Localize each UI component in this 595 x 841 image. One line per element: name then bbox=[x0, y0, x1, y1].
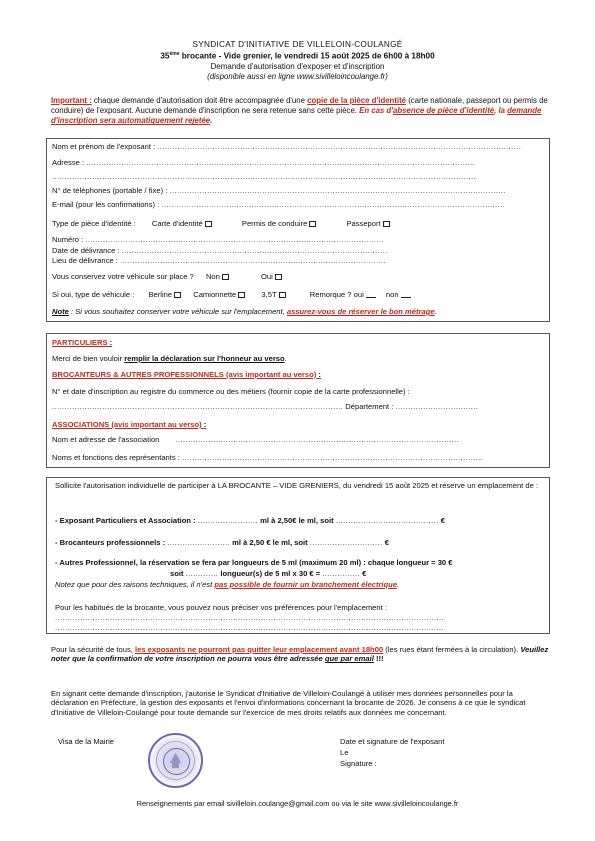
trailer-yes-label: Remorque ? oui bbox=[309, 290, 364, 299]
note-highlight: assurez-vous de réserver le bon métrage bbox=[286, 307, 435, 316]
t35-checkbox[interactable] bbox=[279, 292, 286, 298]
regulars-text: Pour les habitués de la brocante, vous pouvez nous préciser vos préférences pour l'emplacement : bbox=[55, 603, 387, 612]
security-please: Veuillez noter que la confirmation de votre inscription ne pourra vous être adressée bbox=[51, 645, 549, 664]
id-type-label: Type de pièce d'identité : bbox=[52, 219, 136, 228]
warn-prefix: En cas d' bbox=[359, 106, 394, 116]
brocanteurs-title: BROCANTEURS & AUTRES PROFESSIONNELS (avis important au verso) : bbox=[52, 370, 321, 379]
issue-place-label: Lieu de délivrance : bbox=[52, 256, 120, 265]
id-card-label: Carte d'identité bbox=[151, 219, 203, 228]
security-lead: Pour la sécurité de tous, bbox=[51, 645, 135, 654]
asso-name-label: Nom et adresse de l'association bbox=[52, 435, 160, 444]
trailer-no-label: non bbox=[385, 290, 399, 299]
regulars-line-2[interactable]: ........................................................................................................................................................... bbox=[55, 623, 445, 632]
security-email-only: que par email bbox=[324, 654, 374, 664]
issue-date-label: Date de délivrance : bbox=[52, 246, 122, 255]
tech-note-text: Notez que pour des raisons techniques, il n'est bbox=[55, 580, 215, 589]
event-title bbox=[0, 51, 595, 62]
keep-vehicle-yes-checkbox[interactable] bbox=[275, 274, 282, 280]
id-number-label: Numéro : bbox=[52, 235, 86, 244]
warn-mid: , la bbox=[494, 106, 508, 116]
signature-date-label[interactable]: Le bbox=[340, 748, 349, 757]
address-row-2[interactable]: ......................................................................................................................................................................... bbox=[52, 172, 477, 181]
licence-checkbox[interactable] bbox=[309, 221, 316, 227]
note-end: . bbox=[434, 307, 437, 316]
keep-vehicle-row bbox=[52, 272, 282, 282]
town-seal-stamp bbox=[148, 733, 203, 788]
id-card-checkbox[interactable] bbox=[205, 221, 212, 227]
mayor-visa-label: Visa de la Mairie bbox=[58, 737, 114, 746]
regulars-line-1[interactable]: ........................................................................................................................................................... bbox=[55, 613, 445, 622]
footer-contact: Renseignements par email sivilleloin.coulange@gmail.com ou via le site www.sivilleloincoulange.fr bbox=[136, 799, 459, 808]
particuliers-text bbox=[52, 354, 287, 364]
tech-note-end: . bbox=[397, 580, 400, 589]
vehicle-type-row bbox=[52, 290, 411, 300]
warn-end: . bbox=[210, 116, 213, 126]
passport-checkbox[interactable] bbox=[383, 221, 390, 227]
issue-place-row[interactable]: Lieu de délivrance : .......................................................................................................... bbox=[52, 256, 387, 265]
licence-label: Permis de conduire bbox=[241, 219, 308, 228]
phone-label: N° de téléphones (portable / fixe) : bbox=[52, 186, 170, 195]
pro-price-row bbox=[55, 558, 452, 568]
line1-unit: ml à 2,50€ le ml, soit bbox=[258, 516, 336, 525]
event-ordinal: ème bbox=[169, 51, 180, 57]
trailer-yes-checkbox[interactable] bbox=[366, 292, 376, 298]
asso-name-row[interactable]: Nom et adresse de l'association ................................................................................................................. bbox=[52, 435, 460, 444]
tech-note-highlight: pas possible de fournir un branchement électrique bbox=[214, 580, 398, 589]
important-label: Important : bbox=[51, 96, 92, 105]
exhibitor-signature-label: Date et signature de l'exposant bbox=[340, 737, 445, 746]
warn-rejected: demande d'inscription sera automatiquement rejetée bbox=[51, 106, 542, 126]
asso-reps-row[interactable]: Noms et fonctions des représentants : ........................................................................................................................ bbox=[52, 453, 484, 462]
security-paragraph bbox=[51, 645, 551, 664]
id-copy-highlight: copie de la pièce d'identité bbox=[307, 96, 407, 105]
trailer-no-checkbox[interactable] bbox=[401, 292, 411, 298]
important-paragraph bbox=[51, 96, 551, 126]
line2-end: € bbox=[382, 538, 389, 547]
seal-ring bbox=[148, 733, 203, 788]
particuliers-price-row[interactable]: - Exposant Particuliers et Association : ........................ ml à 2,50€ le ml, soit ......................................... € bbox=[55, 516, 445, 525]
particuliers-text-end: . bbox=[284, 354, 287, 363]
line1-end: € bbox=[438, 516, 445, 525]
important-text-2: (carte nationale, passeport ou permis de conduire) de l'exposant. Aucune demande d'inscription ne sera retenue sans cette pièce. bbox=[51, 96, 548, 116]
important-text: chaque demande d'autorisation doit être accompagnée d'une bbox=[91, 96, 308, 105]
sedan-checkbox[interactable] bbox=[174, 292, 181, 298]
brocanteurs-price-row[interactable]: - Brocanteurs professionnels : ......................... ml à 2,50 € le ml, soit ............................. € bbox=[55, 538, 389, 547]
org-title: SYNDICAT D'INITIATIVE DE VILLELOIN-COULANGÉ bbox=[192, 40, 403, 49]
security-highlight: les exposants ne pourront pas quitter leur emplacement avant 18h00 bbox=[135, 645, 384, 654]
van-label: Camionnette bbox=[193, 290, 237, 299]
line3b-end: € bbox=[359, 569, 367, 578]
asso-reps-label: Noms et fonctions des représentants : bbox=[52, 453, 180, 462]
departement-label: Département : bbox=[345, 402, 394, 411]
security-text: (les rues étant fermées à la circulation). bbox=[383, 645, 521, 654]
line3-label: - Autres Professionnel bbox=[55, 558, 136, 567]
event-details: brocante - Vide grenier, le vendredi 15 août 2025 de 6h00 à 18h00 bbox=[179, 51, 435, 61]
tech-note bbox=[55, 580, 399, 590]
pricing-intro: Sollicite l'autorisation individuelle de participer à LA BROCANTE – VIDE GRENIERS, du vendredi 15 août 2025 et réserve un emplacement de : bbox=[55, 481, 539, 490]
keep-vehicle-no-checkbox[interactable] bbox=[222, 274, 229, 280]
passport-label: Passeport bbox=[346, 219, 381, 228]
name-row[interactable]: Nom et prénom de l'exposant : ................................................................................................................................................. bbox=[52, 142, 522, 151]
line2-label: - Brocanteurs professionnels : bbox=[55, 538, 166, 547]
brocanteurs-text: N° et date d'inscription au registre du commerce ou des métiers (fournir copie de la carte professionnelle) : bbox=[52, 387, 410, 396]
keep-vehicle-label: Vous conservez votre véhicule sur place ? bbox=[52, 272, 194, 281]
phone-row[interactable]: N° de téléphones (portable / fixe) : ...................................................................................................................................... bbox=[52, 186, 506, 195]
particuliers-title: PARTICULIERS : bbox=[52, 338, 113, 347]
brocanteurs-dept-row[interactable]: .................................................................................................................... Département : ................................. bbox=[52, 402, 479, 411]
id-number-row[interactable]: Numéro : ....................................................................................................................... bbox=[52, 235, 385, 244]
pro-price-calc-row[interactable]: soit ............. longueur(s) de 5 ml x 30 € = ............... € bbox=[170, 569, 367, 578]
consent-paragraph: En signant cette demande d'inscription, j'autorise le Syndicat d'Initiative de Villeloin-Coulangé à utiliser mes données personnelles pour la déclaration en Préfecture, la gestion des exposants et l'envoi d'informations concernant la brocante de 2026. Je consens à ce que le syndicat d'Initiative de Villeloin-Coulangé pour toute demande sur l'exercice de mes droits relatifs aux données me concernant. bbox=[51, 689, 526, 717]
keep-vehicle-yes-label: Oui bbox=[261, 272, 273, 281]
van-checkbox[interactable] bbox=[238, 292, 245, 298]
warn-absence: absence de pièce d'identité bbox=[393, 106, 495, 116]
line3b-label: soit bbox=[170, 569, 186, 578]
address-label: Adresse : bbox=[52, 158, 87, 167]
note-text: : Si vous souhaitez conserver votre véhicule sur l'emplacement, bbox=[68, 307, 287, 316]
vehicle-type-label: Si oui, type de véhicule : bbox=[52, 290, 135, 299]
subtitle: Demande d'autorisation d'exposer et d'inscription bbox=[210, 62, 385, 71]
particuliers-text-lead: Merci de bien vouloir bbox=[52, 354, 125, 363]
note-label: Note bbox=[52, 307, 69, 316]
address-row[interactable]: Adresse : ........................................................................................................................................................... bbox=[52, 158, 476, 167]
sedan-label: Berline bbox=[148, 290, 173, 299]
email-row[interactable]: E-mail (pour les confirmations) : ......................................................................................................................................... bbox=[52, 200, 506, 209]
issue-date-row[interactable]: Date de délivrance : .......................................................................................................... bbox=[52, 246, 388, 255]
line3-text: , la réservation se fera par longueurs de 5 ml (maximum 20 ml) : chaque longueur = 30 € bbox=[135, 558, 453, 567]
event-number: 35 bbox=[160, 51, 170, 61]
vehicle-note bbox=[52, 307, 437, 317]
name-label: Nom et prénom de l'exposant : bbox=[52, 142, 158, 151]
id-type-row bbox=[52, 219, 390, 229]
line3b-mid: longueur(s) de 5 ml x 30 € = bbox=[218, 569, 323, 578]
security-end: !!! bbox=[373, 654, 384, 664]
signature-field-label[interactable]: Signature : bbox=[340, 759, 377, 768]
line2-unit: ml à 2,50 € le ml, soit bbox=[230, 538, 310, 547]
t35-label: 3,5T bbox=[261, 290, 277, 299]
availability-note: (disponible aussi en ligne www.sivilleloincoulange.fr) bbox=[207, 72, 388, 81]
line1-label: - Exposant Particuliers et Association : bbox=[55, 516, 196, 525]
associations-title: ASSOCIATIONS (avis important au verso) : bbox=[52, 420, 207, 429]
email-label: E-mail (pour les confirmations) : bbox=[52, 200, 162, 209]
keep-vehicle-no-label: Non bbox=[205, 272, 220, 281]
particuliers-highlight: remplir la déclaration sur l'honneur au verso bbox=[124, 354, 285, 363]
